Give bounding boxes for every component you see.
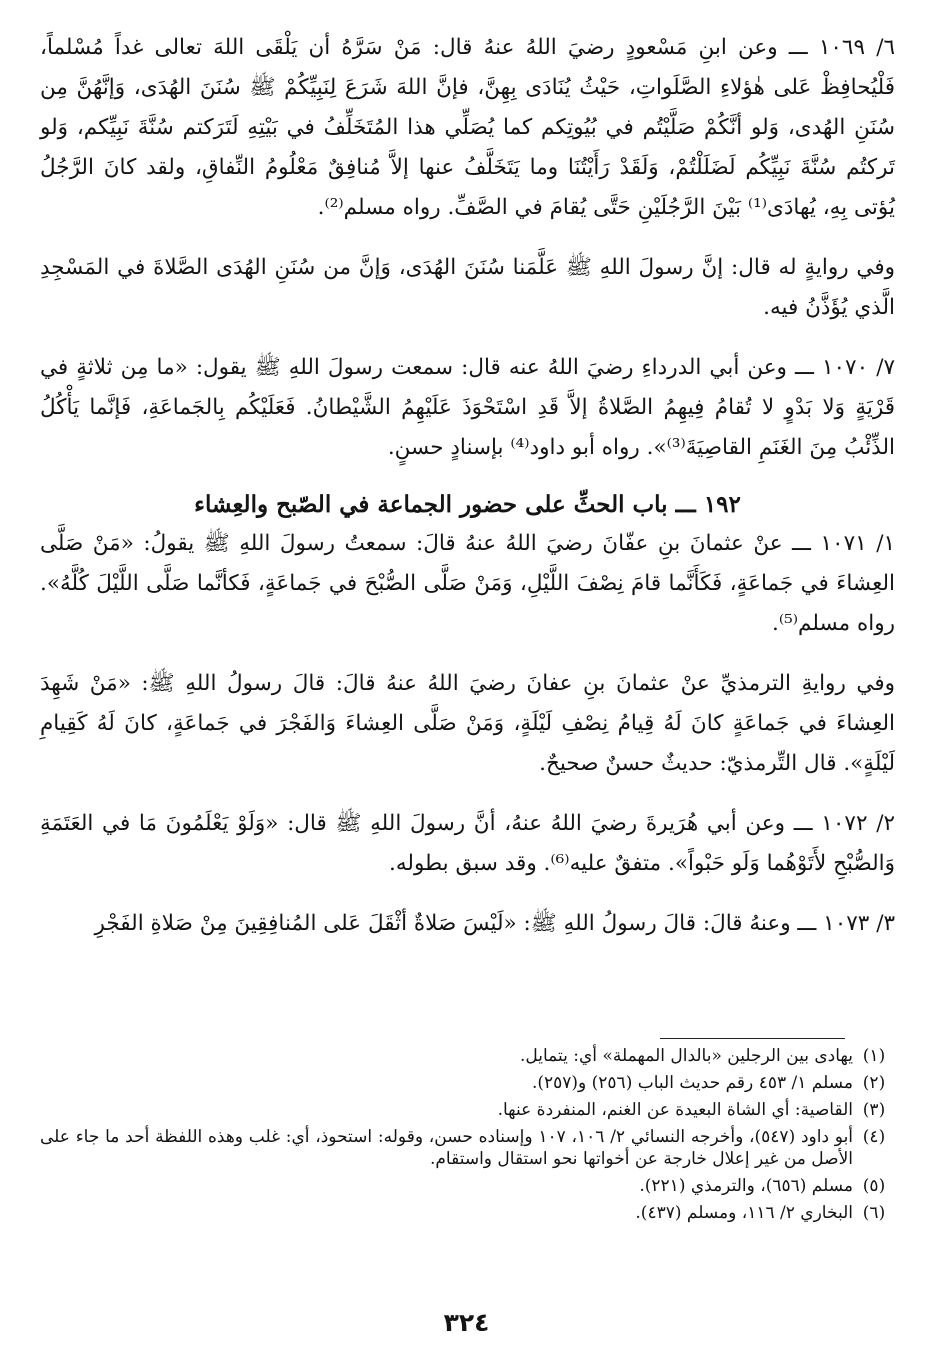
footnote-text: مسلم (٦٥٦)، والترمذي (٢٢١). [639,1176,853,1196]
footnote-number: (٣) [862,1100,886,1120]
footnote-text: القاصية: أي الشاة البعيدة عن الغنم، المنفردة عنها. [497,1100,853,1120]
footnote-number: (١) [862,1046,886,1066]
footnote-number: (٢) [862,1073,886,1093]
footnote-text: البخاري ٢/ ١١٦، ومسلم (٤٣٧). [635,1203,853,1223]
footnote-text: يهادى بين الرجلين «بالدال المهملة» أي: يتمايل. [519,1046,853,1066]
footnote-text: أبو داود (٥٤٧)، وأخرجه النسائي ٢/ ١٠٦، ١٠٧ وإسناده حسن، وقوله: استحوذ، أي: غلب وهذه اللفظة أحد ما جاء على الأصل من غير إعلال خارجة عن أخواتها نحو استقال واستقام. [40,1127,854,1169]
footnote-number: (٥) [862,1176,886,1196]
footnote-number: (٦) [862,1203,886,1223]
footnote-item [40,1045,895,1067]
page-body [40,28,895,964]
hadith-paragraph-1069: ٦/ ١٠٦٩ ـــ وعن ابنِ مَسْعودٍ رضيَ اللهُ عنهُ قال: مَنْ سَرَّهُ أن يَلْقَى اللهَ تعالى غداً مُسْلماً، فَلْيُحافِظْ عَلى هٰؤلاءِ الصَّلَواتِ، حَيْثُ يُنَادَى بِهِنَّ، فإنَّ اللهَ شَرَعَ لِنَبِيِّكُمْ ﷺ سُنَنَ الهُدَى، وَإنَّهُنَّ مِن سُنَنِ الهُدى، وَلو أنَّكُمْ صَلَّيْتُم في بُيُوتِكم كما يُصَلِّي هذا المُتَخَلِّفُ في بَيْتِهِ لَتَرَكتم سُنَّةَ نَبِيِّكم، وَلو تَركتُم سُنَّةَ نَبِيِّكُم لَضَلَلْتُمْ، وَلَقَدْ رَأَيْتُنَا وما يَتَخَلَّفُ عنها إلاَّ مُنافِقٌ مَعْلُومُ النِّفاقِ، ولقد كانَ الرَّجُلُ يُؤتى بِهِ، يُهادَى⁽¹⁾ بَيْنَ الرَّجُلَيْنِ حَتَّى يُقامَ في الصَّفِّ. رواه مسلم⁽²⁾. [40,35,895,220]
narration-paragraph: وفي روايةٍ له قال: إنَّ رسولَ اللهِ ﷺ عَلَّمَنا سُنَنَ الهُدَى، وَإنَّ من سُنَنِ الهُدَى الصَّلاةَ في المَسْجِدِ الَّذي يُؤَذَّنُ فيه. [40,255,895,320]
chapter-heading: ١٩٢ ـــ باب الحثِّ على حضور الجماعة في الصّبح والعِشاء [194,491,741,518]
hadith-paragraph-1072: ٢/ ١٠٧٢ ـــ وعن أبي هُرَيرةَ رضيَ اللهُ عنهُ، أنَّ رسولَ اللهِ ﷺ قال: «وَلَوْ يَعْلَمُونَ مَا في العَتَمَةِ وَالصُّبْحِ لأَتَوْهُما وَلَو حَبْواً». متفقٌ عليه⁽⁶⁾. وقد سبق بطوله. [40,811,895,876]
footnote-item [40,1175,895,1197]
footnote-item [40,1099,895,1121]
page-number: ٣٢٤ [443,1308,490,1337]
hadith-paragraph-1073: ٣/ ١٠٧٣ ـــ وعنهُ قالَ: قالَ رسولُ اللهِ ﷺ: «لَيْسَ صَلاةٌ أثْقَلَ عَلى المُنافِقِينَ مِنْ صَلاةِ الفَجْرِ [94,911,895,936]
footnote-number: (٤) [862,1127,886,1147]
hadith-paragraph-1070: ٧/ ١٠٧٠ ـــ وعن أبي الدرداءِ رضيَ اللهُ عنه قال: سمعت رسولَ اللهِ ﷺ يقول: «ما مِن ثلاثةٍ في قَرْيَةٍ وَلا بَدْوٍ لا تُقامُ فِيهِمُ الصَّلاةُ إلاَّ قَدِ اسْتَحْوَذَ عَلَيْهِمُ الشَّيْطانُ. فَعَلَيْكُم بِالجَماعَةِ، فَإنَّما يَأْكُلُ الذِّئْبُ مِنَ الغَنَمِ القاصِيَةَ⁽³⁾». رواه أبو داود⁽⁴⁾ بإسنادٍ حسنٍ. [40,355,895,460]
footnote-divider [660,1038,845,1039]
footnote-text: مسلم ١/ ٤٥٣ رقم حديث الباب (٢٥٦) و(٢٥٧). [531,1073,853,1093]
footnote-item [40,1126,895,1170]
footnotes [40,1045,895,1229]
footnote-item [40,1072,895,1094]
hadith-paragraph-1071: ١/ ١٠٧١ ـــ عنْ عثمانَ بنِ عفّانَ رضيَ اللهُ عنهُ قالَ: سمعتُ رسولَ اللهِ ﷺ يقولُ: «مَنْ صَلَّى العِشاءَ في جَماعَةٍ، فَكَأَنَّما قامَ نِصْفَ اللَّيْلِ، وَمَنْ صَلَّى الصُّبْحَ في جَماعَةٍ، فَكأنَّما صَلَّى اللَّيْلَ كُلَّهُ». رواه مسلم⁽⁵⁾. [40,531,895,636]
footnote-item [40,1202,895,1224]
tirmidhi-narration-paragraph: وفي روايةِ الترمذيِّ عنْ عثمانَ بنِ عفانَ رضيَ اللهُ عنهُ قالَ: قالَ رسولُ اللهِ ﷺ: «مَنْ شَهِدَ العِشاءَ في جَماعَةٍ كانَ لَهُ قِيامُ نِصْفِ لَيْلَةٍ، وَمَنْ صَلَّى العِشاءَ وَالفَجْرَ في جَماعَةٍ، كانَ لَهُ كَقِيامِ لَيْلَةٍ». قال التِّرمذيّ: حديثٌ حسنٌ صحيحٌ. [40,671,895,776]
